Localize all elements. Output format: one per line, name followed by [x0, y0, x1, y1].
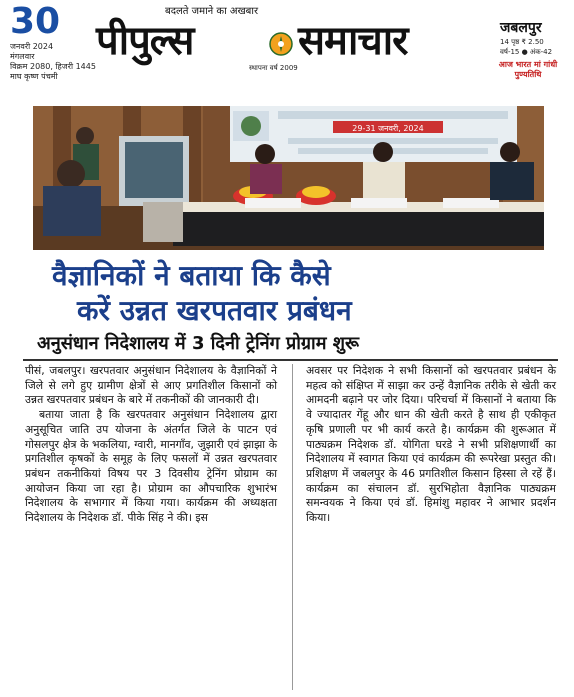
date-month: जनवरी 2024	[10, 42, 54, 51]
masthead	[0, 0, 574, 92]
date-number: 30	[10, 1, 61, 42]
emblem-icon	[269, 32, 293, 56]
divider	[23, 359, 558, 361]
logo-right-text: समाचार	[298, 18, 408, 64]
samvat: विक्रम 2080, हिजरी 1445	[10, 62, 96, 71]
event-photo	[33, 106, 544, 250]
tagline: बदलते जमाने का अखबार	[165, 6, 259, 17]
tithi: माघ कृष्ण पंचमी	[10, 72, 58, 81]
logo-left-text: पीपुल्स	[96, 18, 194, 64]
article-column-right	[306, 364, 556, 526]
article-column-left	[25, 364, 277, 526]
column-divider	[292, 364, 293, 690]
paragraph: पीसं, जबलपुर। खरपतवार अनुसंधान निदेशालय के वैज्ञानिकों ने जिले से लगे हुए ग्रामीण क्षेत्रों से आए प्रगतिशील किसानों को उन्नत खरपतवार प्रबंधन के बारे में तकनीकों की जानकारी दी।	[25, 364, 277, 407]
event-photo-illustration	[33, 106, 544, 250]
slogan: आज भारत मां गांधी पुण्यतिथि	[498, 60, 558, 79]
year-issue: वर्ष-15 ● अंक-42	[500, 48, 553, 56]
city-edition: जबलपुर	[500, 20, 542, 36]
headline-line-2: करें उन्नत खरपतवार प्रबंधन	[77, 294, 352, 327]
headline-line-1: वैज्ञानिकों ने बताया कि कैसे	[52, 259, 331, 292]
paragraph: अवसर पर निदेशक ने सभी किसानों को खरपतवार प्रबंधन के महत्व को संक्षिप्त में साझा कर उन्हें वैज्ञानिक तरीके से खेती कर आमदनी बढ़ाने पर जोर दिया। परिचर्चा में किसानों ने बताया कि वे ज्यादातर गेंहू और धान की खेती करते है साथ ही एकीकृत कृषि प्रणाली पर भी कार्य करते है। कार्यक्रम की शुरूआत में पाठ्यक्रम निदेशक डॉ. योगिता घरडे ने सभी प्रशिक्षणार्थी का निदेशालय में स्वागत किया एवं कार्यक्रम की रूपरेखा प्रस्तुत की। प्रशिक्षण में जबलपुर के 46 प्रगतिशील किसान हिस्सा ले रहें हैं। कार्यक्रम का संचालन डॉ. सुरभिहोता वैज्ञानिक पाठ्यक्रम समन्वयक ने किया एवं डॉ. हिमांशु महावर ने आभार प्रदर्शन किया।	[306, 364, 556, 525]
paragraph: बताया जाता है कि खरपतवार अनुसंधान निदेशालय द्वारा अनुसूचित जाति उप योजना के अंतर्गत जिले के पाटन एवं गोसलपुर क्षेत्र के भकलिया, ग्वारी, मानगाँव, जुझारी एवं झाझा के प्रगतिशील कृषकों के समूह के लिए फसलों में उन्नत खरपतवार प्रबंधन तकनीकियां विषय पर 3 दिवसीय ट्रेनिंग प्रोग्राम का आयोजन किया जा रहा है। प्रोग्राम का औपचारिक शुभारंभ निदेशालय के सभागार में किया गया। कार्यक्रम की अध्यक्षता निदेशालय के निदेशक डॉ. पीके सिंह ने की। इस	[25, 408, 277, 525]
pages-price: 14 पृष्ठ ₹ 2.50	[500, 38, 544, 46]
subheadline: अनुसंधान निदेशालय में 3 दिनी ट्रेनिंग प्रोग्राम शुरू	[37, 333, 359, 354]
banner-date: 29-31 जनवरी, 2024	[352, 124, 424, 133]
weekday: मंगलवार	[10, 52, 35, 61]
established: स्थापना वर्ष 2009	[249, 64, 298, 72]
newspaper-logo	[96, 14, 476, 68]
